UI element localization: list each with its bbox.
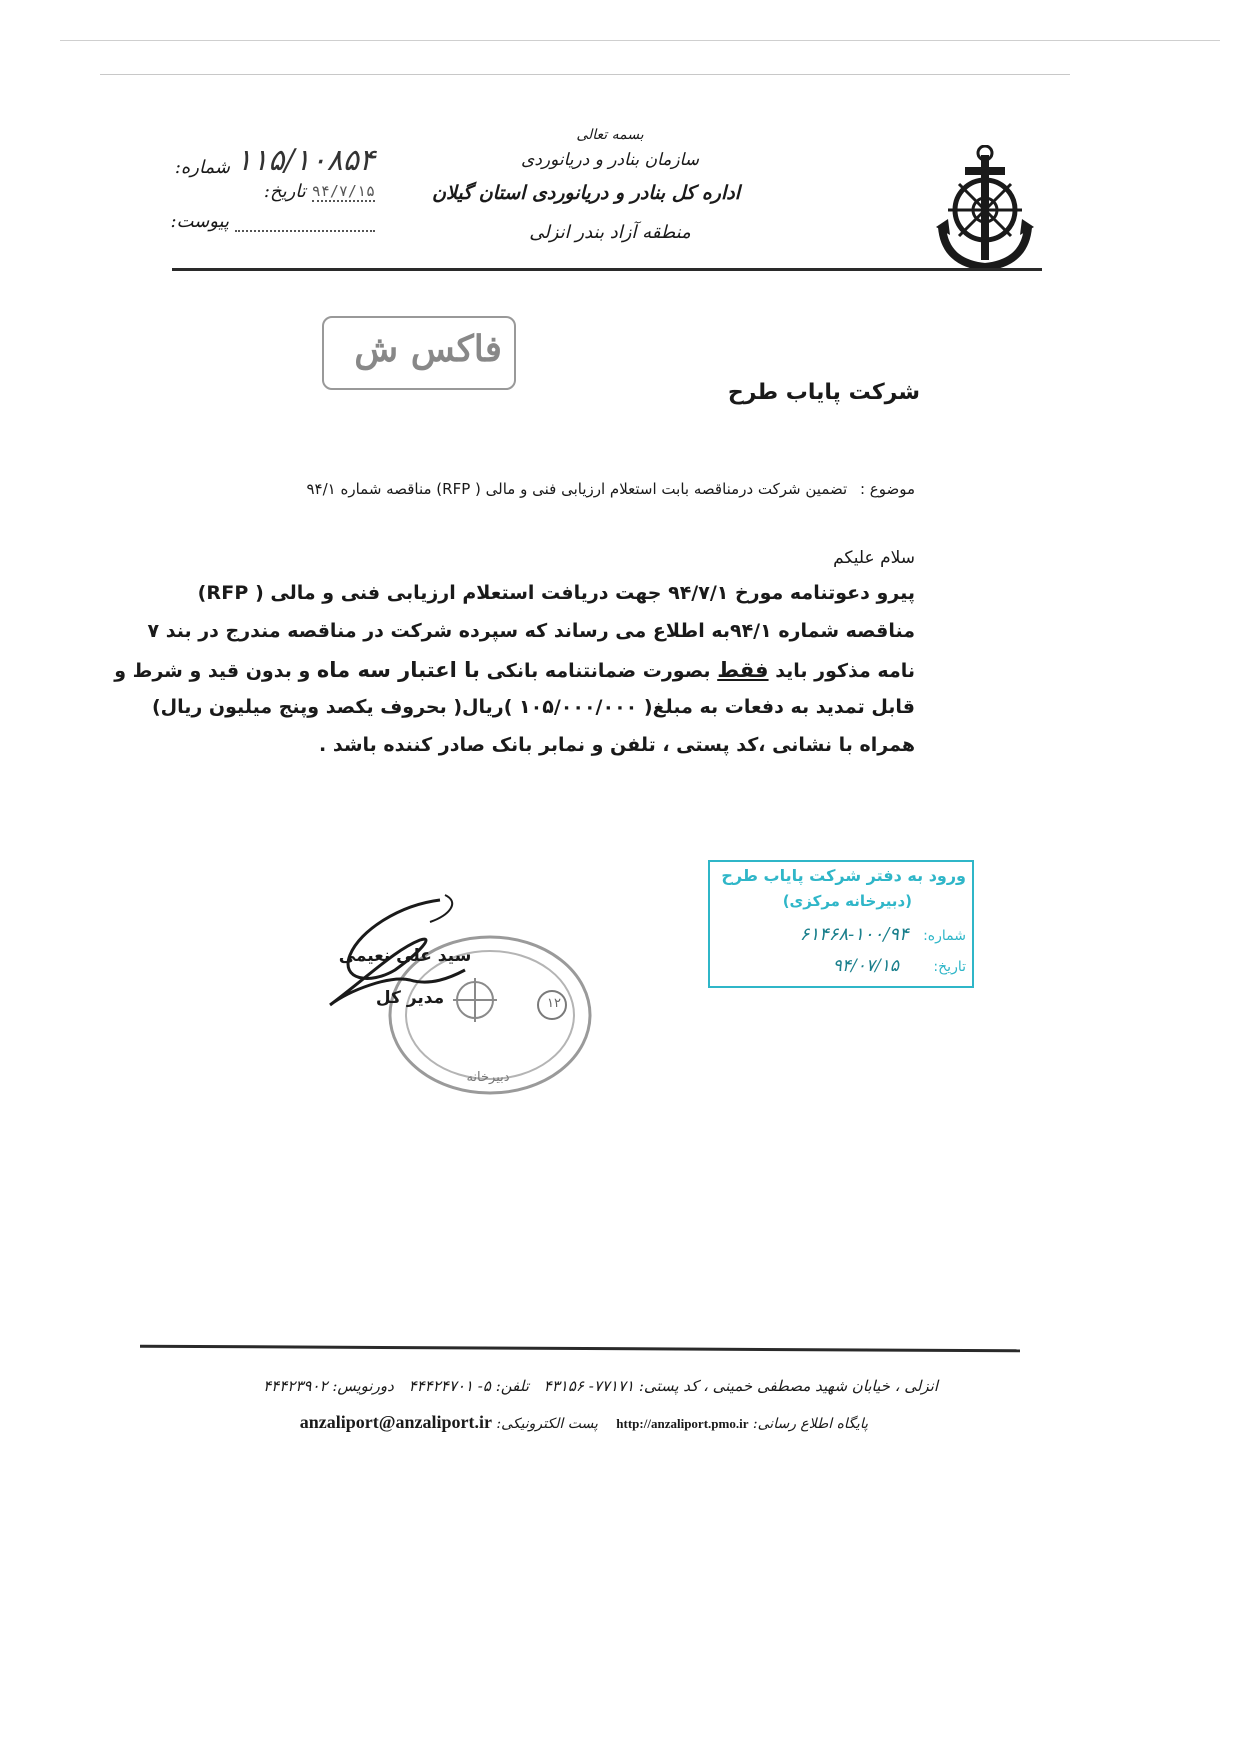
attachment-label: پیوست: <box>170 211 229 232</box>
body-line-3 <box>114 658 915 682</box>
org-name-line-1: سازمان بنادر و دریانوردی <box>521 150 699 170</box>
body-line-3-a: نامه مذکور باید <box>775 660 915 682</box>
receipt-stamp-subtitle: (دبیرخانه مرکزی) <box>782 892 912 910</box>
footer-phone: تلفن: ۵- ۴۴۴۲۴۷۰۱ <box>408 1377 529 1395</box>
number-label: شماره: <box>174 157 230 178</box>
footer-fax: دورنویس: ۴۴۴۲۳۹۰۲ <box>263 1377 394 1395</box>
body-line-1: پیرو دعوتنامه مورخ ۹۴/۷/۱ جهت دریافت استعلام ارزیابی فنی و مالی ( RFP) <box>197 582 915 604</box>
body-line-5: همراه با نشانی ،کد پستی ، تلفن و نمابر بانک صادر کننده باشد . <box>319 734 915 756</box>
signatory-name: سید علی نعیمی <box>338 946 472 966</box>
body-line-3-only: فقط <box>717 658 769 682</box>
letter-meta <box>115 135 375 245</box>
letterhead-rule <box>172 268 1042 271</box>
receipt-date-label: تاریخ: <box>933 959 966 975</box>
footer-address: انزلی ، خیابان شهید مصطفی خمینی ، کد پستی: ۷۷۱۷۱- ۴۳۱۵۶ <box>543 1377 938 1395</box>
number-row <box>175 143 375 178</box>
attachment-dots <box>235 214 375 232</box>
seal-number: ۱۲ <box>547 996 561 1011</box>
body-line-3-e: و بدون قید و شرط و <box>114 660 311 682</box>
footer-email[interactable]: anzaliport@anzaliport.ir <box>299 1412 492 1432</box>
receipt-stamp-title: ورود به دفتر شرکت پایاب طرح <box>721 866 966 885</box>
receipt-stamp <box>708 860 974 988</box>
anchor-logo-icon <box>930 145 1040 275</box>
body-line-3-validity: با اعتبار سه ماه <box>316 658 480 682</box>
receipt-date-value: ۹۴/۰۷/۱۵ <box>832 956 899 976</box>
body-line-2: مناقصه شماره ۹۴/۱به اطلاع می رساند که سپرده شرکت در مناقصه مندرج در بند ۷ <box>147 620 915 642</box>
body-line-3-c: بصورت ضمانتنامه بانکی <box>486 660 711 682</box>
receipt-number-value: ۱۰۰/۹۴-۶۱۴۶۸ <box>799 924 909 945</box>
footer-contact <box>208 1377 938 1395</box>
receipt-date-row <box>833 956 966 976</box>
fax-stamp-text: فاکس ش <box>354 328 502 370</box>
subject-text: تضمین شرکت درمناقصه بابت استعلام ارزیابی فنی و مالی ( RFP) مناقصه شماره ۹۴/۱ <box>306 480 848 498</box>
org-name-line-3: منطقه آزاد بندر انزلی <box>529 222 691 243</box>
receipt-number-label: شماره: <box>923 928 966 944</box>
attachment-row <box>170 211 375 232</box>
receipt-number-row <box>800 924 966 945</box>
greeting: سلام علیکم <box>833 548 915 568</box>
body-line-4: قابل تمدید به دفعات به مبلغ( ۱۰۵/۰۰۰/۰۰۰ )ریال( بحروف یکصد وپنج میلیون ریال) <box>151 696 915 718</box>
bismillah: بسمه تعالی <box>576 127 644 143</box>
footer-website-label: پایگاه اطلاع رسانی: <box>752 1416 868 1432</box>
footer-website[interactable]: http://anzaliport.pmo.ir <box>616 1416 749 1431</box>
signatory-title: مدیر کل <box>375 988 445 1008</box>
footer-email-label: پست الکترونیکی: <box>496 1416 598 1432</box>
date-row <box>264 181 375 202</box>
org-name-line-2: اداره کل بنادر و دریانوردی استان گیلان <box>432 182 740 204</box>
scan-line-top-2 <box>100 74 1070 75</box>
letter-body <box>114 582 915 782</box>
subject-label: موضوع : <box>859 480 915 498</box>
fax-stamp <box>322 316 516 390</box>
footer-rule <box>140 1345 1020 1353</box>
scan-line-top <box>60 40 1220 41</box>
date-label: تاریخ: <box>263 181 306 202</box>
seal-label: دبیرخانه <box>466 1070 510 1085</box>
subject-line <box>300 480 915 498</box>
date-value: ۹۴/۷/۱۵ <box>311 182 375 200</box>
recipient: شرکت پایاب طرح <box>727 380 920 405</box>
footer-web <box>288 1412 868 1433</box>
number-value: ۱۱۵/۱۰۸۵۴ <box>235 143 375 178</box>
